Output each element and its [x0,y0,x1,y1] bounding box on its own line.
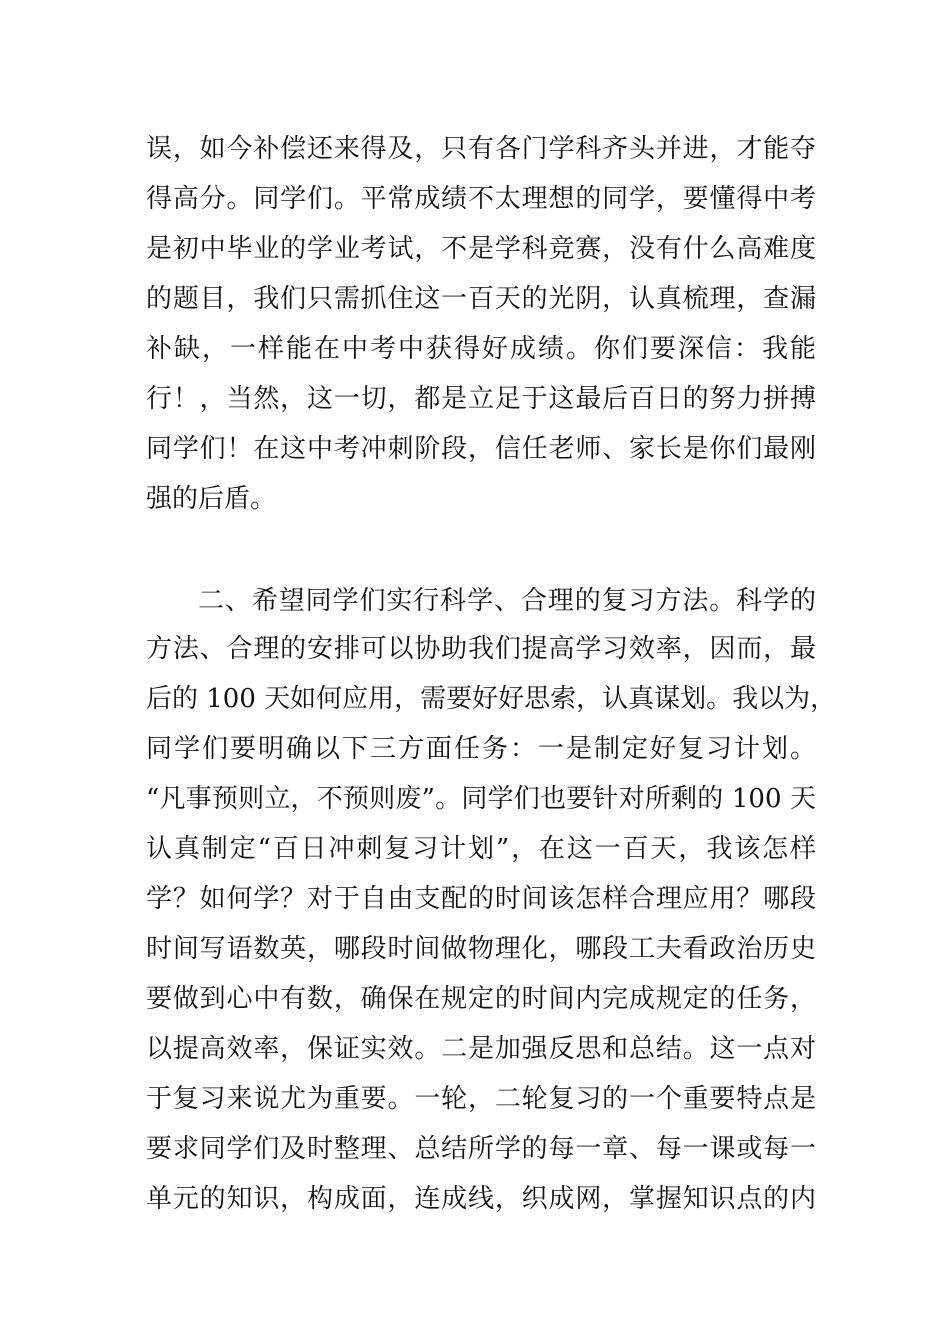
text-line: 同学们！在这中考冲刺阶段，信任老师、家长是你们最刚 [146,434,816,464]
text-line: 于复习来说尤为重要。一轮，二轮复习的一个重要特点是 [146,1084,816,1114]
text-line: 得高分。同学们。平常成绩不太理想的同学，要懂得中考 [146,184,816,214]
text-line: 行！，当然，这一切，都是立足于这最后百日的努力拼搏 [146,384,816,414]
text-line: 后的 100 天如何应用，需要好好思索，认真谋划。我以为， [146,684,837,714]
text-line: 方法、合理的安排可以协助我们提高学习效率，因而，最 [146,634,816,664]
text-line: 认真制定“百日冲刺复习计划”，在这一百天，我该怎样 [146,834,816,864]
text-line: 是初中毕业的学业考试，不是学科竞赛，没有什么高难度 [146,234,816,264]
text-line: 时间写语数英，哪段时间做物理化，哪段工夫看政治历史 [146,934,816,964]
text-line: 的题目，我们只需抓住这一百天的光阴，认真梳理，查漏 [146,284,816,314]
text-line: 要求同学们及时整理、总结所学的每一章、每一课或每一 [146,1134,816,1164]
text-line: 二、希望同学们实行科学、合理的复习方法。科学的 [198,586,816,616]
text-line: 误，如今补偿还来得及，只有各门学科齐头并进，才能夺 [146,134,816,164]
text-line: 要做到心中有数，确保在规定的时间内完成规定的任务， [146,984,816,1014]
text-line: “凡事预则立，不预则废”。同学们也要针对所剩的 100 天 [146,784,816,814]
text-line: 学？如何学？对于自由支配的时间该怎样合理应用？哪段 [146,884,816,914]
text-line: 强的后盾。 [146,484,277,514]
text-line: 以提高效率，保证实效。二是加强反思和总结。这一点对 [146,1034,816,1064]
text-line: 补缺，一样能在中考中获得好成绩。你们要深信：我能 [146,334,816,364]
text-line: 同学们要明确以下三方面任务：一是制定好复习计划。 [146,734,816,764]
text-line: 单元的知识，构成面，连成线，织成网，掌握知识点的内 [146,1184,816,1214]
